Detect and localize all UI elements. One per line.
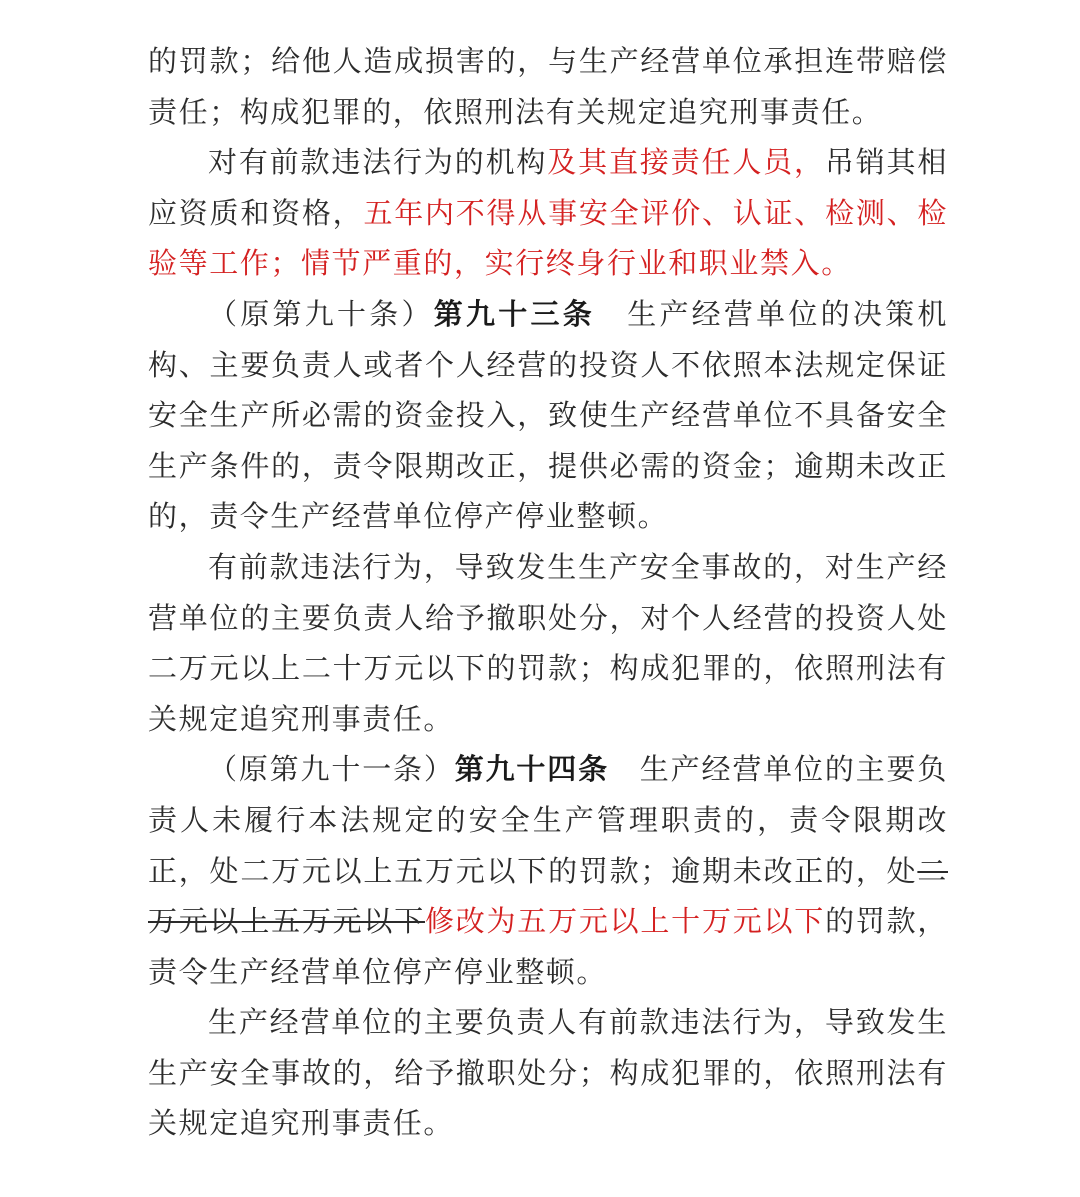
paragraph-2-text-c: 吊销其相应资质和资格， [148, 145, 949, 230]
paragraph-2-text-a: 对有前款违法行为的机构 [208, 145, 548, 180]
paragraph-5-text-a: 生产经营单位的主要负责人未履行本法规定的安全生产管理职责的，责令限期改正，处二万元以上五万元以下的罚款；逾期未改正的，处 [148, 752, 948, 888]
paragraph-4-text: 有前款违法行为，导致发生生产安全事故的，对生产经营单位的主要负责人给予撤职处分，对个人经营的投资人处二万元以上二十万元以下的罚款；构成犯罪的，依照刑法有关规定追究刑事责任。 [148, 549, 948, 736]
paragraph-1 [148, 36, 948, 137]
paragraph-5 [148, 744, 948, 997]
paragraph-6 [148, 997, 948, 1149]
paragraph-5-struck-text: 二万元以上五万元以下 [148, 853, 948, 939]
paragraph-2-red-text-b: 及其直接责任人员， [547, 145, 825, 180]
paragraph-3 [148, 289, 948, 542]
paragraph-3-text: 生产经营单位的决策机构、主要负责人或者个人经营的投资人不依照本法规定保证安全生产所必需的资金投入，致使生产经营单位不具备安全生产条件的，责令限期改正，提供必需的资金；逾期未改正的，责令生产经营单位停产停业整顿。 [148, 296, 948, 534]
article-94-heading: 第九十四条 [454, 752, 609, 787]
paragraph-6-text: 生产经营单位的主要负责人有前款违法行为，导致发生生产安全事故的，给予撤职处分；构成犯罪的，依照刑法有关规定追究刑事责任。 [148, 1005, 948, 1141]
paragraph-5-text-b: 的罚款，责令生产经营单位停产停业整顿。 [148, 904, 948, 989]
paragraph-1-text: 的罚款；给他人造成损害的，与生产经营单位承担连带赔偿责任；构成犯罪的，依照刑法有关规定追究刑事责任。 [148, 44, 948, 129]
paragraph-2-red-text-d: 五年内不得从事安全评价、认证、检测、检验等工作；情节严重的，实行终身行业和职业禁入。 [148, 195, 948, 281]
paragraph-5-red-revision: 修改为五万元以上十万元以下 [424, 904, 826, 939]
article-93-heading: 第九十三条 [433, 296, 595, 331]
document-page [148, 36, 948, 1149]
paragraph-2 [148, 137, 948, 289]
paragraph-5-prefix: （原第九十一条） [208, 752, 455, 787]
paragraph-3-prefix: （原第九十条） [208, 296, 434, 331]
paragraph-4 [148, 542, 948, 744]
